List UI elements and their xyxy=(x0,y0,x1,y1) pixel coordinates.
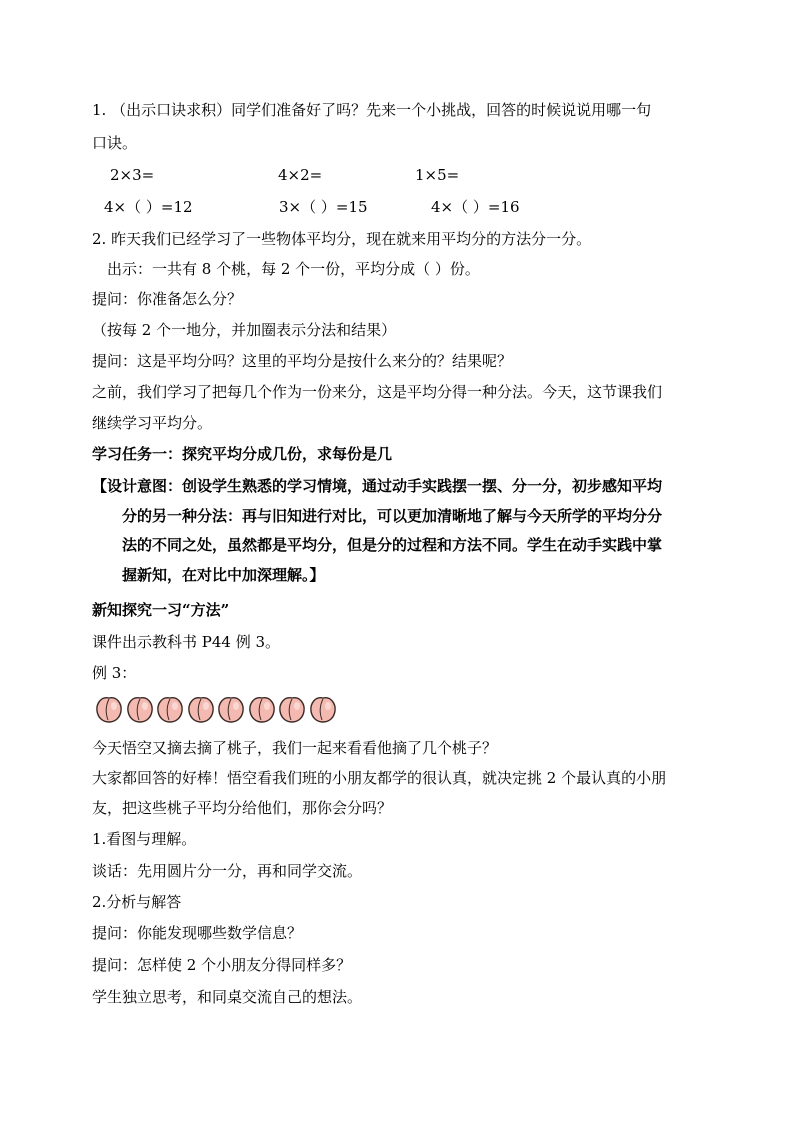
peach-icon xyxy=(217,694,245,724)
story-line: 今天悟空又摘去摘了桃子，我们一起来看看他摘了几个桃子？ xyxy=(92,739,498,757)
math-problem: 4×（ ）=12 xyxy=(104,198,193,216)
task-heading: 学习任务一：探究平均分成几份，求每份是几 xyxy=(92,445,393,463)
peach-icon xyxy=(95,694,123,724)
peach-icon xyxy=(187,694,215,724)
review-line: 2. 昨天我们已经学习了一些物体平均分，现在就来用平均分的方法分一分。 xyxy=(92,230,592,248)
math-problem: 4×（ ）=16 xyxy=(431,198,520,216)
peach-icon xyxy=(156,694,184,724)
peach-icon xyxy=(278,694,306,724)
peach-icon xyxy=(248,694,276,724)
closing-line: 学生独立思考，和同桌交流自己的想法。 xyxy=(92,988,363,1006)
peach-icon xyxy=(309,694,337,724)
step-heading: 2.分析与解答 xyxy=(92,893,182,911)
show-line: 出示：一共有 8 个桃，每 2 个一份，平均分成（ ）份。 xyxy=(107,260,480,278)
story-line-cont: 友，把这些桃子平均分给他们，那你会分吗？ xyxy=(92,799,393,817)
question-line: 提问：你准备怎么分？ xyxy=(92,290,243,308)
section-heading: 新知探究一习“方法” xyxy=(92,601,230,619)
math-problem: 1×5= xyxy=(415,166,460,184)
peach-icon xyxy=(126,694,154,724)
summary-line-cont: 继续学习平均分。 xyxy=(92,414,213,432)
design-intent-line: 法的不同之处，虽然都是平均分，但是分的过程和方法不同。学生在动手实践中掌 xyxy=(122,536,663,554)
summary-line: 之前，我们学习了把每几个作为一份来分，这是平均分得一种分法。今天，这节课我们 xyxy=(92,383,663,401)
intro-line-cont: 口诀。 xyxy=(92,134,138,152)
question-line: 提问：怎样使 2 个小朋友分得同样多？ xyxy=(92,956,352,974)
intro-line: 1. （出示口诀求积）同学们准备好了吗？先来一个小挑战，回答的时候说说用哪一句 xyxy=(92,101,652,119)
design-intent-line: 握新知，在对比中加深理解。】 xyxy=(122,565,325,584)
design-intent-line: 【设计意图：创设学生熟悉的学习情境，通过动手实践摆一摆、分一分，初步感知平均 xyxy=(92,477,663,495)
math-problem: 4×2= xyxy=(278,166,323,184)
math-problem: 2×3= xyxy=(110,166,155,184)
example-label: 例 3： xyxy=(92,664,137,682)
question-line: 提问：这是平均分吗？这里的平均分是按什么来分的？结果呢？ xyxy=(92,352,513,370)
design-intent-line: 分的另一种分法：再与旧知进行对比，可以更加清晰地了解与今天所学的平均分分 xyxy=(122,506,663,525)
note-line: （按每 2 个一地分，并加圈表示分法和结果） xyxy=(92,321,397,339)
course-line: 课件出示教科书 P44 例 3。 xyxy=(92,633,281,651)
math-problem: 3×（ ）=15 xyxy=(279,198,368,216)
step-text: 谈话：先用圆片分一分，再和同学交流。 xyxy=(92,862,363,880)
story-line: 大家都回答的好棒！悟空看我们班的小朋友都学的很认真，就决定挑 2 个最认真的小朋 xyxy=(92,769,667,787)
design-intent xyxy=(92,472,712,590)
step-heading: 1.看图与理解。 xyxy=(92,830,197,848)
question-line: 提问：你能发现哪些数学信息？ xyxy=(92,924,303,942)
